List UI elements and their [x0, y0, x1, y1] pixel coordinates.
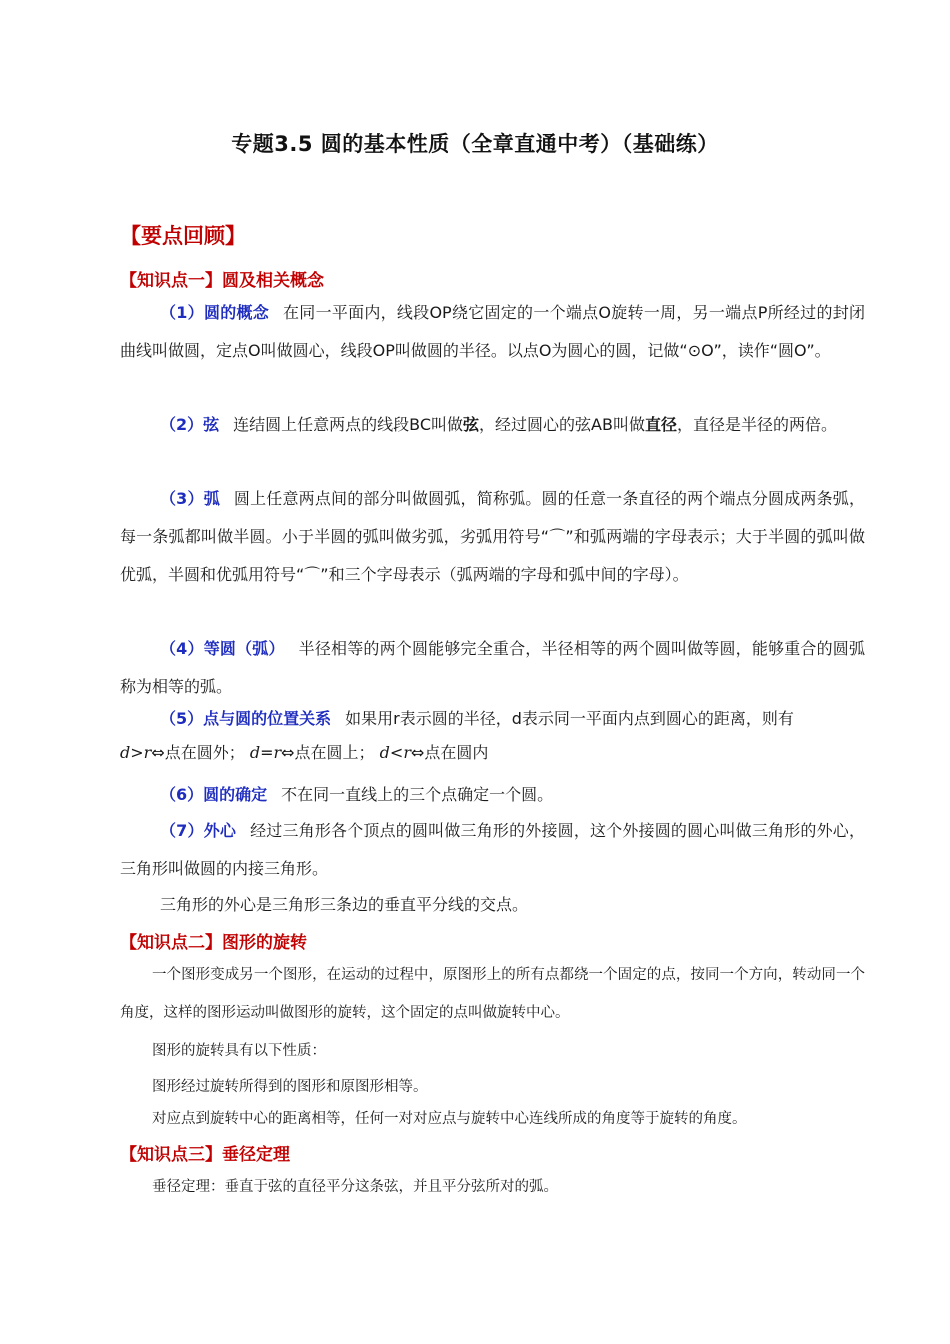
math-r: r — [273, 743, 282, 762]
math-op: > — [130, 743, 144, 762]
math-d: d — [120, 743, 131, 762]
term-point-circle-relation: （5）点与圆的位置关系 — [160, 709, 332, 728]
kp1-item-2 — [120, 406, 865, 444]
kp2-paragraph-1: 一个图形变成另一个图形，在运动的过程中，原图形上的所有点都绕一个固定的点，按同一个方向，转动同一个角度，这样的图形运动叫做图形的旋转，这个固定的点叫做旋转中心。 — [120, 967, 865, 1021]
relation-outside — [120, 743, 245, 762]
kp1-heading: 【知识点一】圆及相关概念 — [120, 271, 324, 291]
kp1-item-4 — [120, 630, 865, 706]
kp3-paragraph-1: 垂径定理：垂直于弦的直径平分这条弦，并且平分弦所对的弧。 — [152, 1179, 558, 1195]
item-text: 经过三角形各个顶点的圆叫做三角形的外接圆，这个外接圆的圆心叫做三角形的外心，三角形叫做圆的内接三角形。 — [120, 821, 865, 878]
item-text: 连结圆上任意两点的线段BC叫做 — [233, 415, 464, 434]
kp2-heading: 【知识点二】图形的旋转 — [120, 933, 307, 953]
kp2-paragraph-2: 图形的旋转具有以下性质： — [152, 1043, 326, 1059]
relation-text: ⇔点在圆内 — [410, 743, 489, 762]
term-circle-determination: （6）圆的确定 — [160, 785, 268, 804]
item-text: 不在同一直线上的三个点确定一个圆。 — [281, 785, 554, 804]
bold-term-diameter: 直径 — [644, 415, 677, 434]
kp3-heading: 【知识点三】垂径定理 — [120, 1145, 290, 1165]
bold-term-chord: 弦 — [463, 415, 480, 434]
item-text: 半径相等的两个圆能够完全重合，半径相等的两个圆叫做等圆，能够重合的圆弧称为相等的弧。 — [120, 639, 865, 696]
section-heading: 【要点回顾】 — [120, 224, 246, 248]
page-title: 专题3.5 圆的基本性质（全章直通中考）（基础练） — [231, 132, 719, 156]
term-circumcenter: （7）外心 — [160, 821, 237, 840]
kp1-item-1 — [120, 294, 865, 370]
item-text: ，经过圆心的弦AB叫做 — [479, 415, 645, 434]
math-d: d — [249, 743, 261, 762]
math-r: r — [403, 743, 411, 762]
kp1-item-3 — [120, 480, 865, 594]
item-text: ，直径是半径的两倍。 — [676, 415, 837, 434]
term-circle-concept: （1）圆的概念 — [160, 303, 270, 322]
term-arc: （3）弧 — [160, 489, 220, 508]
math-r: r — [143, 743, 152, 762]
kp1-item-5 — [120, 702, 865, 770]
relation-inside — [380, 743, 489, 762]
kp1-item-7 — [120, 812, 865, 888]
relation-on — [250, 743, 375, 762]
item-text: 在同一平面内，线段OP绕它固定的一个端点O旋转一周，另一端点P所经过的封闭曲线叫做圆，定点O叫做圆心，线段OP叫做圆的半径。以点O为圆心的圆，记做“⊙O”，读作“圆O”。 — [120, 303, 865, 360]
term-equal-circles: （4）等圆（弧） — [160, 639, 285, 658]
item-text: 如果用r表示圆的半径，d表示同一平面内点到圆心的距离，则有 — [345, 709, 794, 728]
math-d: d — [379, 743, 390, 762]
item-text: 圆上任意两点间的部分叫做圆弧，简称弧。圆的任意一条直径的两个端点分圆成两条弧，每一条弧都叫做半圆。小于半圆的弧叫做劣弧，劣弧用符号“⌒”和弧两端的字母表示；大于半圆的弧叫做优弧，半圆和优弧用符号“⌒”和三个字母表示（弧两端的字母和弧中间的字母）。 — [120, 489, 865, 584]
kp2-paragraph-4: 对应点到旋转中心的距离相等，任何一对对应点与旋转中心连线所成的角度等于旋转的角度。 — [152, 1111, 747, 1127]
math-op: < — [389, 743, 404, 762]
relation-text: ⇔点在圆上； — [281, 743, 375, 762]
relation-text: ⇔点在圆外； — [151, 743, 245, 762]
math-op: = — [260, 743, 274, 762]
kp2-paragraph-3: 图形经过旋转所得到的图形和原图形相等。 — [152, 1079, 428, 1095]
kp1-item-6 — [120, 776, 865, 814]
kp1-note: 三角形的外心是三角形三条边的垂直平分线的交点。 — [160, 895, 529, 914]
term-chord: （2）弦 — [160, 415, 220, 434]
